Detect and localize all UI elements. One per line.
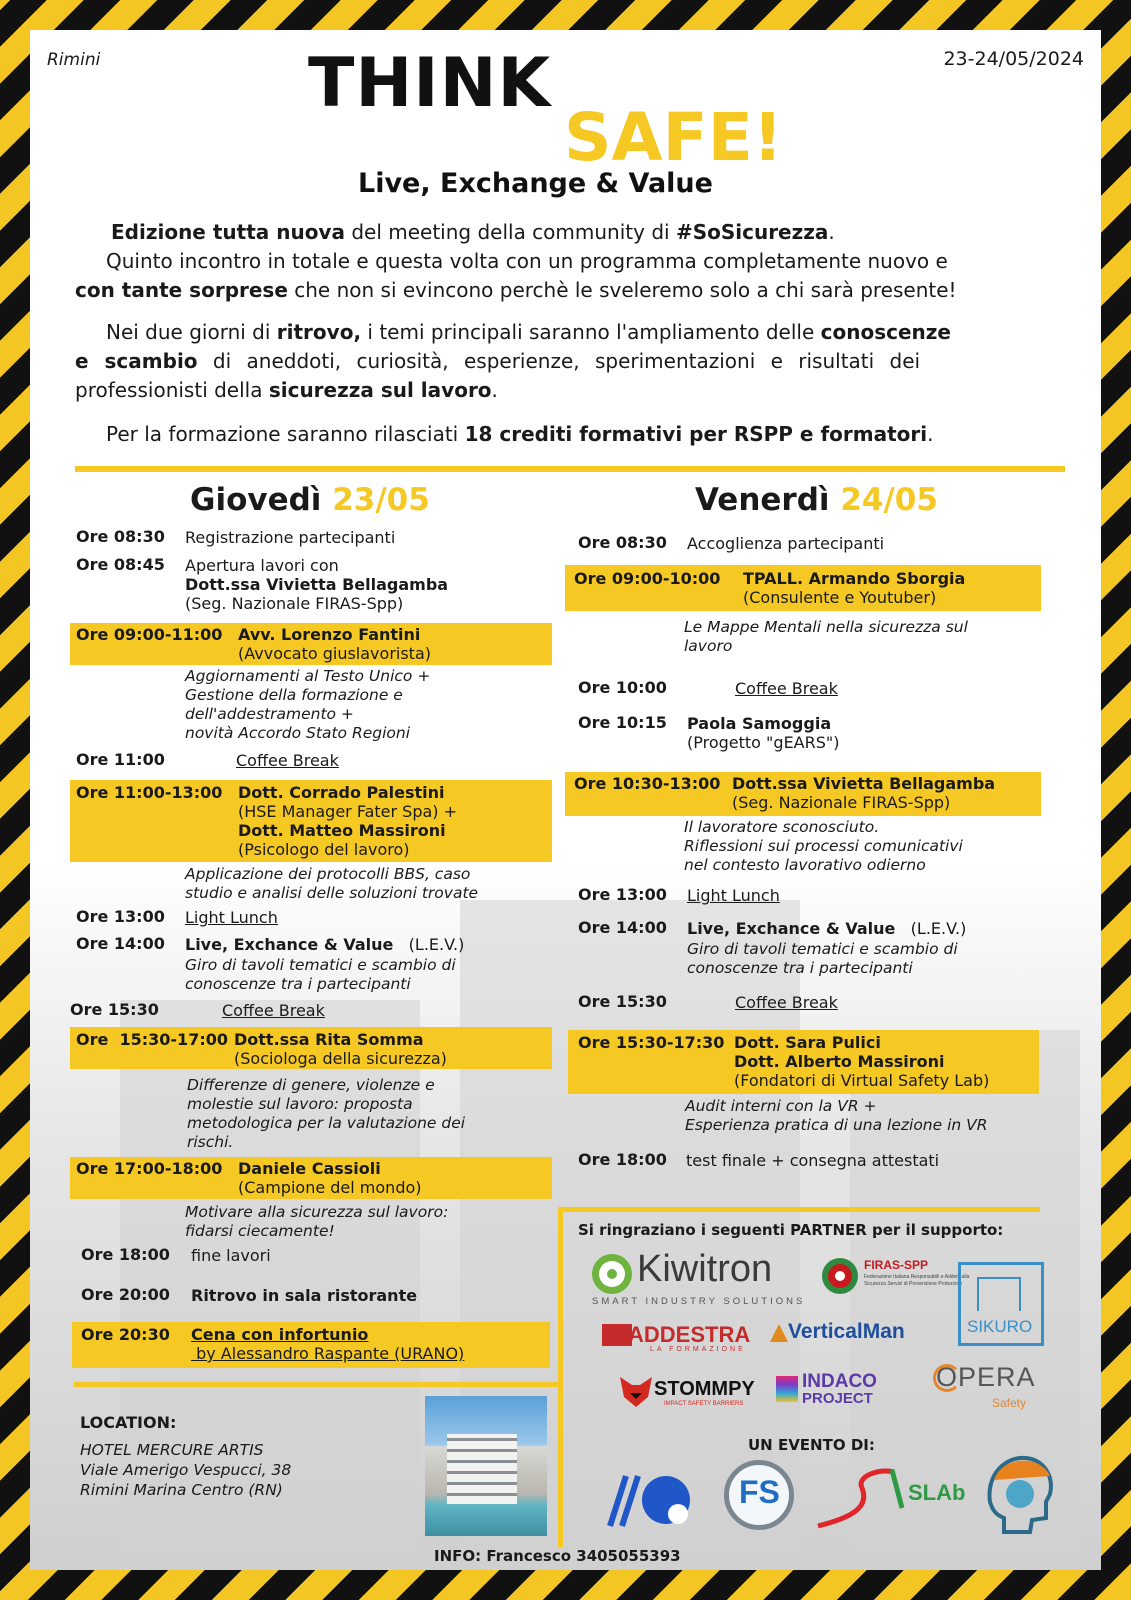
schedule-item: test finale + consegna attestati: [686, 1151, 940, 1170]
divider: [558, 1207, 563, 1547]
speaker: Dott.ssa Rita Somma (Sociologa della sicurezza): [234, 1030, 447, 1068]
schedule-time: Ore 09:00-10:00: [574, 569, 721, 588]
session-description: Giro di tavoli tematici e scambio di conoscenze tra i partecipanti: [185, 956, 456, 993]
session-description: Il lavoratore sconosciuto. Riflessioni sui processi comunicativi nel contesto lavorativo odierno: [684, 818, 963, 874]
schedule-time: Ore 20:00: [81, 1285, 170, 1304]
sikuro-logo: SIKURO: [958, 1262, 1044, 1346]
session-description: Motivare alla sicurezza sul lavoro: fidarsi ciecamente!: [185, 1203, 449, 1240]
session-description: Audit interni con la VR + Esperienza pratica di una lezione in VR: [685, 1097, 988, 1134]
verticalman-mark-icon: [770, 1324, 788, 1342]
schedule-item: Live, Exchance & Value (L.E.V.): [687, 919, 967, 938]
schedule-item: Coffee Break: [735, 679, 838, 698]
schedule-time: Ore 10:30-13:00: [574, 774, 721, 793]
schedule-item: Light Lunch: [185, 908, 278, 927]
schedule-item: Accoglienza partecipanti: [687, 534, 885, 553]
schedule-time: Ore 18:00: [578, 1150, 667, 1169]
session-description: Giro di tavoli tematici e scambio di conoscenze tra i partecipanti: [687, 940, 958, 977]
session-description: Le Mappe Mentali nella sicurezza sul lavoro: [684, 618, 968, 655]
schedule-time: Ore 15:30: [70, 1000, 159, 1019]
head-safety-icon: [980, 1450, 1058, 1536]
schedule-time: Ore 20:30: [81, 1325, 170, 1344]
schedule-time: Ore 09:00-11:00: [76, 625, 223, 644]
schedule-time: Ore 18:00: [81, 1245, 170, 1264]
divider: [558, 1207, 1040, 1212]
schedule-time: Ore 08:45: [76, 555, 165, 574]
opera-arc-icon: [933, 1364, 961, 1392]
speaker: TPALL. Armando Sborgia (Consulente e Youtuber): [743, 569, 966, 607]
speaker: Dott. Corrado Palestini (HSE Manager Fater Spa) + Dott. Matteo Massironi (Psicologo del lavoro): [238, 783, 458, 859]
schedule-time: Ore 11:00: [76, 750, 165, 769]
event-dates: 23-24/05/2024: [943, 48, 1084, 70]
organizer-logo-1: [598, 1456, 698, 1536]
location-address: HOTEL MERCURE ARTIS Viale Amerigo Vespucci, 38 Rimini Marina Centro (RN): [80, 1441, 292, 1499]
schedule-item: Coffee Break: [236, 751, 339, 770]
kiwi-icon: [590, 1252, 634, 1296]
speaker: Dott. Sara Pulici Dott. Alberto Massironi (Fondatori di Virtual Safety Lab): [734, 1033, 990, 1090]
indaco-mark-icon: [776, 1376, 798, 1402]
day1-heading: Giovedì 23/05: [190, 482, 430, 518]
schedule-time: Ore 13:00: [76, 907, 165, 926]
session-description: Aggiornamenti al Testo Unico + Gestione della formazione e dell'addestramento + novità Accordo Stato Regioni: [185, 667, 431, 742]
schedule-item: Registrazione partecipanti: [185, 528, 396, 547]
location-heading: LOCATION:: [80, 1413, 177, 1432]
hotel-photo: [425, 1396, 547, 1536]
schedule-time: Ore 14:00: [578, 918, 667, 937]
city: Rimini: [47, 50, 101, 70]
schedule-item: Cena con infortunio by Alessandro Raspante (URANO): [191, 1325, 465, 1363]
schedule-time: Ore 13:00: [578, 885, 667, 904]
title-safe: SAFE!: [564, 99, 783, 176]
schedule-item: Ritrovo in sala ristorante: [191, 1286, 418, 1305]
session-description: Differenze di genere, violenze e molestie sul lavoro: proposta metodologica per la valutazione dei rischi.: [187, 1076, 466, 1151]
schedule-time: Ore 17:00-18:00: [76, 1159, 223, 1178]
partners-heading: Si ringraziano i seguenti PARTNER per il supporto:: [578, 1221, 1004, 1239]
schedule-time: Ore 08:30: [76, 527, 165, 546]
speaker: Avv. Lorenzo Fantini (Avvocato giuslavorista): [238, 625, 431, 663]
divider: [75, 466, 1065, 472]
schedule-item: Coffee Break: [735, 993, 838, 1012]
schedule-item: Coffee Break: [222, 1001, 325, 1020]
info-contact: INFO: Francesco 3405055393: [434, 1547, 681, 1565]
speaker: Paola Samoggia (Progetto "gEARS"): [687, 714, 840, 752]
divider: [74, 1382, 560, 1387]
schedule-time: Ore 15:30-17:00: [76, 1030, 228, 1049]
schedule-time: Ore 10:15: [578, 713, 667, 732]
speaker: Dott.ssa Vivietta Bellagamba (Seg. Nazionale FIRAS-Spp): [732, 774, 996, 812]
schedule-time: Ore 15:30-17:30: [578, 1033, 725, 1052]
session-description: Applicazione dei protocolli BBS, caso studio e analisi delle soluzioni trovate: [185, 865, 479, 902]
schedule-time: Ore 10:00: [578, 678, 667, 697]
schedule-item: Live, Exchance & Value (L.E.V.): [185, 935, 465, 954]
schedule-time: Ore 15:30: [578, 992, 667, 1011]
firas-emblem-icon: [820, 1256, 860, 1296]
schedule-time: Ore 08:30: [578, 533, 667, 552]
schedule-item: Light Lunch: [687, 886, 780, 905]
day2-heading: Venerdì 24/05: [695, 482, 938, 518]
schedule-time: Ore 14:00: [76, 934, 165, 953]
organizers-heading: UN EVENTO DI:: [748, 1436, 875, 1454]
subtitle: Live, Exchange & Value: [358, 168, 713, 199]
fox-icon: [618, 1373, 654, 1409]
intro: Edizione tutta nuova del meeting della community di #SoSicurezza. Quinto incontro in totale e questa volta con un programma completamente nuovo e con tante sorprese che non si evincono perchè le sveleremo solo a chi sarà presente! Nei due giorni di ritrovo, i temi principali saranno l'ampliamento delle conoscenze e scambio di aneddoti, curiosità, esperienze, sperimentazioni e risultati dei professionisti della sicurezza sul lavoro. Per la formazione saranno rilasciati 18 crediti formativi per RSPP e formatori.: [75, 220, 957, 446]
title-think: THINK: [308, 44, 552, 123]
schedule-time: Ore 11:00-13:00: [76, 783, 223, 802]
poster: Rimini 23-24/05/2024 THINK SAFE! Live, Exchange & Value Edizione tutta nuova del meeting della community di #SoSicurezza. Quinto incontro in totale e questa volta con un programma completamente nuovo e con tante sorprese che non si evincono perchè le sveleremo solo a chi sarà presente! Nei due giorni di ritrovo, i temi principali saranno l'ampliamento delle conoscenze e scambio di aneddoti, curiosità, esperienze, sperimentazioni e risultati dei professionisti della sicurezza sul lavoro. Per la formazione saranno rilasciati 18 crediti formativi per RSPP e formatori. Giovedì 23/05 Ore 08:30 Registrazione partecipanti Ore 08:45 Apertura lavori con Dott.ssa Vivietta Bellagamba (Seg. Nazionale FIRAS-Spp) Ore 09:00-11:00 Avv. Lorenzo Fantini (Avvocato giuslavorista) Aggiornamenti al Testo Unico + Gestione della formazione e dell'addestramento + novità Accordo Stato Regioni Ore 11:00 Coffee Break Ore 11:00-13:00 Dott. Corrado Palestini (HSE Manager Fater Spa) + Dott. Matteo Massironi (Psicologo del lavoro) Applicazione dei protocolli BBS, caso studio e analisi delle soluzioni trovate Ore 13:00 Light Lunch Ore 14:00 Live, Exchance & Value (L.E.V.) Giro di tavoli tematici e scambio di conoscenze tra i partecipanti Ore 15:30 Coffee Break Ore 15:30-17:00 Dott.ssa Rita Somma (Sociologa della sicurezza) Differenze di genere, violenze e molestie sul lavoro: proposta metodologica per la valutazione dei rischi. Ore 17:00-18:00 Daniele Cassioli (Campione del mondo) Motivare alla sicurezza sul lavoro: fidarsi ciecamente! Ore 18:00 fine lavori Ore 20:00 Ritrovo in sala ristorante Ore 20:30 Cena con infortunio by Alessandro Raspante (URANO) Venerdì 24/05 Ore 08:30 Accoglienza partecipanti Ore 09:00-10:00 TPALL. Armando Sborgia (Consulente e Youtuber) Le Mappe Mentali nella sicurezza sul lavoro Ore 10:00 Coffee Break Ore 10:15 Paola Samoggia (Progetto "gEARS") Ore 10:30-13:00 Dott.ssa Vivietta Bellagamba (Seg. Nazionale FIRAS-Spp) Il lavoratore sconosciuto. Riflessioni sui processi comunicativi nel contesto lavorativo odierno Ore 13:00 Light Lunch Ore 14:00 Live, Exchance & Value (L.E.V.) Giro di tavoli tematici e scambio di conoscenze tra i partecipanti Ore 15:30 Coffee Break Ore 15:30-17:30 Dott. Sara Pulici Dott. Alberto Massironi (Fondatori di Virtual Safety Lab) Audit interni con la VR + Esperienza pratica di una lezione in VR Ore 18:00 test finale + consegna attestati Si ringraziano i seguenti PARTNER per il supporto: Kiwitron SMART INDUSTRY SOLUTIONS FIRAS-SPP Federazione Italiana Responsabili e Addetti alla Sicurezza Servizi di Prevenzione Protezione SIKURO ADDESTRA LA FORMAZIONE VerticalMan STOMMPY IMPACT SAFETY BARRIERS INDACO PROJECT OPERA Safety UN EVENTO DI: FS SLAb LOCATION: HOTEL MERCURE ARTIS Viale Amerigo Vespucci, 38 Rimini Marina Centro (RN) INFO: Francesco 3405055393: [30, 30, 1101, 1570]
schedule-item: Apertura lavori con Dott.ssa Vivietta Bellagamba (Seg. Nazionale FIRAS-Spp): [185, 556, 449, 613]
speaker: Daniele Cassioli (Campione del mondo): [238, 1159, 422, 1197]
schedule-item: fine lavori: [191, 1246, 271, 1265]
